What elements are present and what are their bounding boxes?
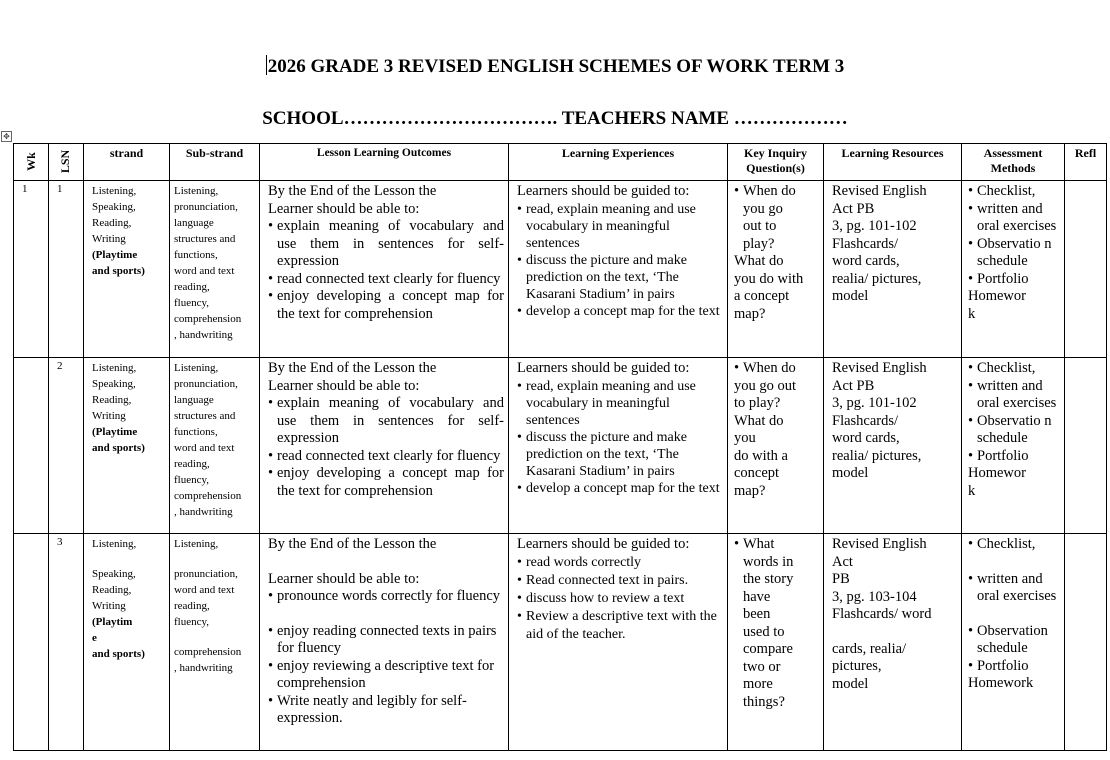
- assessment-item: • Portfolio: [968, 658, 1060, 676]
- outcome-item: • enjoy reading connected texts in pairs for fluency: [268, 623, 504, 658]
- week-cell: [14, 534, 49, 751]
- resource-line: word cards,: [832, 253, 900, 269]
- resource-line: word cards,: [832, 430, 900, 446]
- reflection-cell[interactable]: [1065, 534, 1107, 751]
- sub-strand-line: word and text: [174, 265, 235, 277]
- sub-strand-line: comprehension: [174, 490, 242, 502]
- experiences-intro: Learners should be guided to:: [517, 183, 690, 199]
- resource-line: 3, pg. 103-104: [832, 588, 917, 605]
- resource-line: Flashcards/: [832, 412, 899, 429]
- sub-strand-line: Listening,: [174, 185, 219, 197]
- sub-strand-line: reading,: [174, 458, 210, 470]
- outcome-item: • explain meaning of vocabulary and use them in sentences for self-expression: [268, 395, 504, 448]
- strand-theme: and sports): [92, 265, 145, 277]
- outcomes-cell: [260, 358, 509, 534]
- experience-item: • Review a descriptive text with the aid of the teacher.: [517, 608, 723, 644]
- document-subtitle: SCHOOL……………………………. TEACHERS NAME ………………: [262, 108, 848, 129]
- assessment-item: • Observatio n schedule: [968, 413, 1060, 448]
- sub-strand-line: pronunciation,: [174, 201, 238, 213]
- outcome-item: • pronounce words correctly for fluency: [268, 588, 504, 606]
- assessment-item: • written and oral exercises: [968, 201, 1060, 236]
- experiences-intro: Learners should be guided to:: [517, 360, 690, 376]
- inquiry-line: you: [734, 430, 756, 446]
- assessment-cell: [962, 534, 1065, 751]
- resource-line: model: [832, 288, 869, 304]
- assessment-item: • Observatio n schedule: [968, 236, 1060, 271]
- resources-cell: [824, 534, 962, 751]
- assessment-line: Homewor: [968, 465, 1026, 481]
- resource-line: Act PB: [832, 200, 875, 217]
- outcomes-cell: [260, 181, 509, 358]
- strand-theme: (Playtim: [92, 616, 133, 628]
- inquiry-line: play?: [743, 235, 775, 252]
- sub-strand-cell: [170, 534, 260, 751]
- lesson-cell: 2: [49, 358, 84, 534]
- assessment-item: • Checklist,: [968, 536, 1060, 554]
- header-lsn-text: LSN: [58, 149, 73, 174]
- header-strand: strand: [84, 144, 170, 181]
- inquiry-line: you do with: [734, 270, 804, 287]
- resource-line: 3, pg. 101-102: [832, 218, 917, 234]
- strand-theme: and sports): [92, 442, 145, 454]
- inquiry-item: • When do: [734, 360, 819, 378]
- assessment-item: • Portfolio: [968, 271, 1060, 289]
- strand-line: Speaking,: [92, 378, 136, 390]
- strand-line: Reading,: [92, 394, 132, 406]
- header-wk: [14, 144, 49, 181]
- assessment-item: • written and oral exercises: [968, 378, 1060, 413]
- resource-line: realia/ pictures,: [832, 447, 922, 464]
- assessment-line: k: [968, 305, 976, 322]
- strand-cell: [84, 534, 170, 751]
- header-inquiry: Key Inquiry Question(s): [728, 144, 824, 181]
- sub-strand-line: structures and: [174, 410, 236, 422]
- outcome-item: • read connected text clearly for fluency: [268, 271, 504, 289]
- experience-item: • discuss the picture and make prediction on the text, ‘The Kasarani Stadium’ in pairs: [517, 429, 723, 480]
- inquiry-line: • When do: [743, 183, 796, 199]
- sub-strand-line: comprehension: [174, 313, 242, 325]
- strand-line: Reading,: [92, 217, 132, 229]
- resource-line: Act: [832, 553, 853, 570]
- outcomes-intro: Learner should be able to:: [268, 377, 420, 394]
- sub-strand-line: language: [174, 217, 214, 229]
- outcomes-cell: [260, 534, 509, 751]
- resource-line: Revised English: [832, 536, 927, 552]
- sub-strand-cell: [170, 181, 260, 358]
- inquiry-line: do with a: [734, 447, 788, 464]
- inquiry-line: concept: [734, 465, 780, 481]
- strand-line: Listening,: [92, 538, 137, 550]
- sub-strand-line: pronunciation,: [174, 378, 238, 390]
- strand-line: Writing: [92, 410, 126, 422]
- inquiry-item: • What words in the story have been used to compare two or more things?: [734, 536, 800, 711]
- outcome-item: • read connected text clearly for fluency: [268, 448, 504, 466]
- resource-line: model: [832, 465, 869, 481]
- assessment-cell: [962, 358, 1065, 534]
- experience-item: • discuss how to review a text: [517, 590, 723, 608]
- sub-strand-line: Listening,: [174, 538, 219, 550]
- experience-item: • read, explain meaning and use vocabulary in meaningful sentences: [517, 378, 723, 429]
- assessment-line: Homewor: [968, 288, 1026, 304]
- table-row: [14, 181, 1107, 358]
- strand-line: Speaking,: [92, 568, 136, 580]
- assessment-item: • written and oral exercises: [968, 571, 1060, 606]
- strand-theme: e: [92, 632, 97, 644]
- experiences-cell: [509, 181, 728, 358]
- resource-line: realia/ pictures,: [832, 270, 922, 287]
- experience-item: • read, explain meaning and use vocabulary in meaningful sentences: [517, 201, 723, 252]
- table-header-row: [14, 144, 1107, 181]
- outcomes-intro: Learner should be able to:: [268, 570, 420, 587]
- experience-item: • read words correctly: [517, 554, 723, 572]
- sub-strand-line: reading,: [174, 600, 210, 612]
- outcomes-intro: By the End of the Lesson the: [268, 360, 437, 376]
- inquiry-line: out to: [743, 218, 777, 234]
- outcome-item: • enjoy reviewing a descriptive text for comprehension: [268, 658, 504, 693]
- sub-strand-line: structures and: [174, 233, 236, 245]
- resource-line: 3, pg. 101-102: [832, 395, 917, 411]
- header-experiences: Learning Experiences: [509, 144, 728, 181]
- inquiry-cell: [728, 534, 824, 751]
- reflection-cell[interactable]: [1065, 181, 1107, 358]
- header-wk-text: Wk: [23, 152, 38, 171]
- assessment-item: • Observation schedule: [968, 623, 1060, 658]
- header-sub-strand: Sub-strand: [170, 144, 260, 181]
- outcomes-intro: By the End of the Lesson the: [268, 183, 437, 199]
- resource-line: Act PB: [832, 377, 875, 394]
- inquiry-cell: [728, 358, 824, 534]
- sub-strand-line: fluency,: [174, 616, 210, 628]
- resource-line: model: [832, 675, 869, 692]
- document-title: [0, 55, 1110, 78]
- resources-cell: [824, 358, 962, 534]
- table-row: [14, 358, 1107, 534]
- sub-strand-line: , handwriting: [174, 506, 233, 518]
- strand-line: Reading,: [92, 584, 132, 596]
- experience-item: • Read connected text in pairs.: [517, 572, 723, 590]
- outcome-item: • enjoy developing a concept map for the text for comprehension: [268, 465, 504, 500]
- inquiry-line: map?: [734, 305, 766, 322]
- sub-strand-line: reading,: [174, 281, 210, 293]
- table-row: [14, 534, 1107, 751]
- resource-line: Flashcards/ word: [832, 606, 932, 622]
- resource-line: Revised English: [832, 183, 927, 199]
- strand-theme: and sports): [92, 648, 145, 660]
- sub-strand-line: functions,: [174, 249, 218, 261]
- inquiry-line: What do: [734, 412, 784, 429]
- sub-strand-line: Listening,: [174, 362, 219, 374]
- inquiry-line: you go: [743, 200, 783, 217]
- lesson-cell: 3: [49, 534, 84, 751]
- inquiry-line: you go out: [734, 377, 797, 394]
- strand-line: Listening,: [92, 362, 137, 374]
- experience-item: • develop a concept map for the text: [517, 480, 723, 497]
- outcome-item: • enjoy developing a concept map for the text for comprehension: [268, 288, 504, 323]
- sub-strand-line: , handwriting: [174, 662, 233, 674]
- strand-line: Speaking,: [92, 201, 136, 213]
- sub-strand-line: comprehension: [174, 646, 242, 658]
- experiences-cell: [509, 358, 728, 534]
- header-lsn: [49, 144, 84, 181]
- sub-strand-line: word and text: [174, 442, 235, 454]
- outcomes-intro: Learner should be able to:: [268, 200, 420, 217]
- outcome-item: • Write neatly and legibly for self-expression.: [268, 693, 504, 728]
- header-assessment: Assessment Methods: [962, 144, 1065, 181]
- resource-line: cards, realia/: [832, 640, 907, 657]
- experiences-cell: [509, 534, 728, 751]
- inquiry-line: a concept: [734, 288, 790, 304]
- inquiry-cell: [728, 181, 824, 358]
- schemes-table: [13, 143, 1107, 751]
- sub-strand-line: , handwriting: [174, 329, 233, 341]
- experience-item: • discuss the picture and make prediction on the text, ‘The Kasarani Stadium’ in pairs: [517, 252, 723, 303]
- week-cell: [14, 358, 49, 534]
- outcome-item: • explain meaning of vocabulary and use them in sentences for self-expression: [268, 218, 504, 271]
- strand-line: Writing: [92, 600, 126, 612]
- lesson-cell: 1: [49, 181, 84, 358]
- resources-cell: [824, 181, 962, 358]
- week-cell: 1: [14, 181, 49, 358]
- assessment-line: Homework: [968, 675, 1034, 691]
- strand-line: Listening,: [92, 185, 137, 197]
- sub-strand-line: pronunciation,: [174, 568, 238, 580]
- sub-strand-cell: [170, 358, 260, 534]
- strand-line: Writing: [92, 233, 126, 245]
- assessment-cell: [962, 181, 1065, 358]
- inquiry-line: to play?: [734, 395, 781, 411]
- sub-strand-line: functions,: [174, 426, 218, 438]
- resource-line: PB: [832, 571, 850, 587]
- strand-theme: (Playtime: [92, 426, 138, 438]
- outcomes-intro: By the End of the Lesson the: [268, 536, 437, 552]
- assessment-item: • Checklist,: [968, 183, 1060, 201]
- assessment-item: • Checklist,: [968, 360, 1060, 378]
- text-cursor: [266, 55, 267, 75]
- header-resources: Learning Resources: [824, 144, 962, 181]
- inquiry-line: map?: [734, 482, 766, 499]
- inquiry-line: What do: [734, 253, 784, 269]
- assessment-item: • Portfolio: [968, 448, 1060, 466]
- sub-strand-line: fluency,: [174, 474, 210, 486]
- assessment-line: k: [968, 482, 976, 499]
- resource-line: Flashcards/: [832, 235, 899, 252]
- table-move-handle-icon[interactable]: ✥: [1, 131, 12, 142]
- experiences-intro: Learners should be guided to:: [517, 536, 690, 552]
- header-outcomes: Lesson Learning Outcomes: [260, 144, 509, 181]
- reflection-cell[interactable]: [1065, 358, 1107, 534]
- inquiry-item: [734, 183, 819, 253]
- strand-theme: (Playtime: [92, 249, 138, 261]
- strand-cell: [84, 181, 170, 358]
- sub-strand-line: fluency,: [174, 297, 210, 309]
- sub-strand-line: language: [174, 394, 214, 406]
- resource-line: Revised English: [832, 360, 927, 376]
- strand-cell: [84, 358, 170, 534]
- document-title-text: 2026 GRADE 3 REVISED ENGLISH SCHEMES OF WORK TERM 3: [267, 56, 845, 77]
- experience-item: • develop a concept map for the text: [517, 303, 723, 320]
- header-refl: Refl: [1065, 144, 1107, 181]
- sub-strand-line: word and text: [174, 584, 235, 596]
- resource-line: pictures,: [832, 658, 882, 674]
